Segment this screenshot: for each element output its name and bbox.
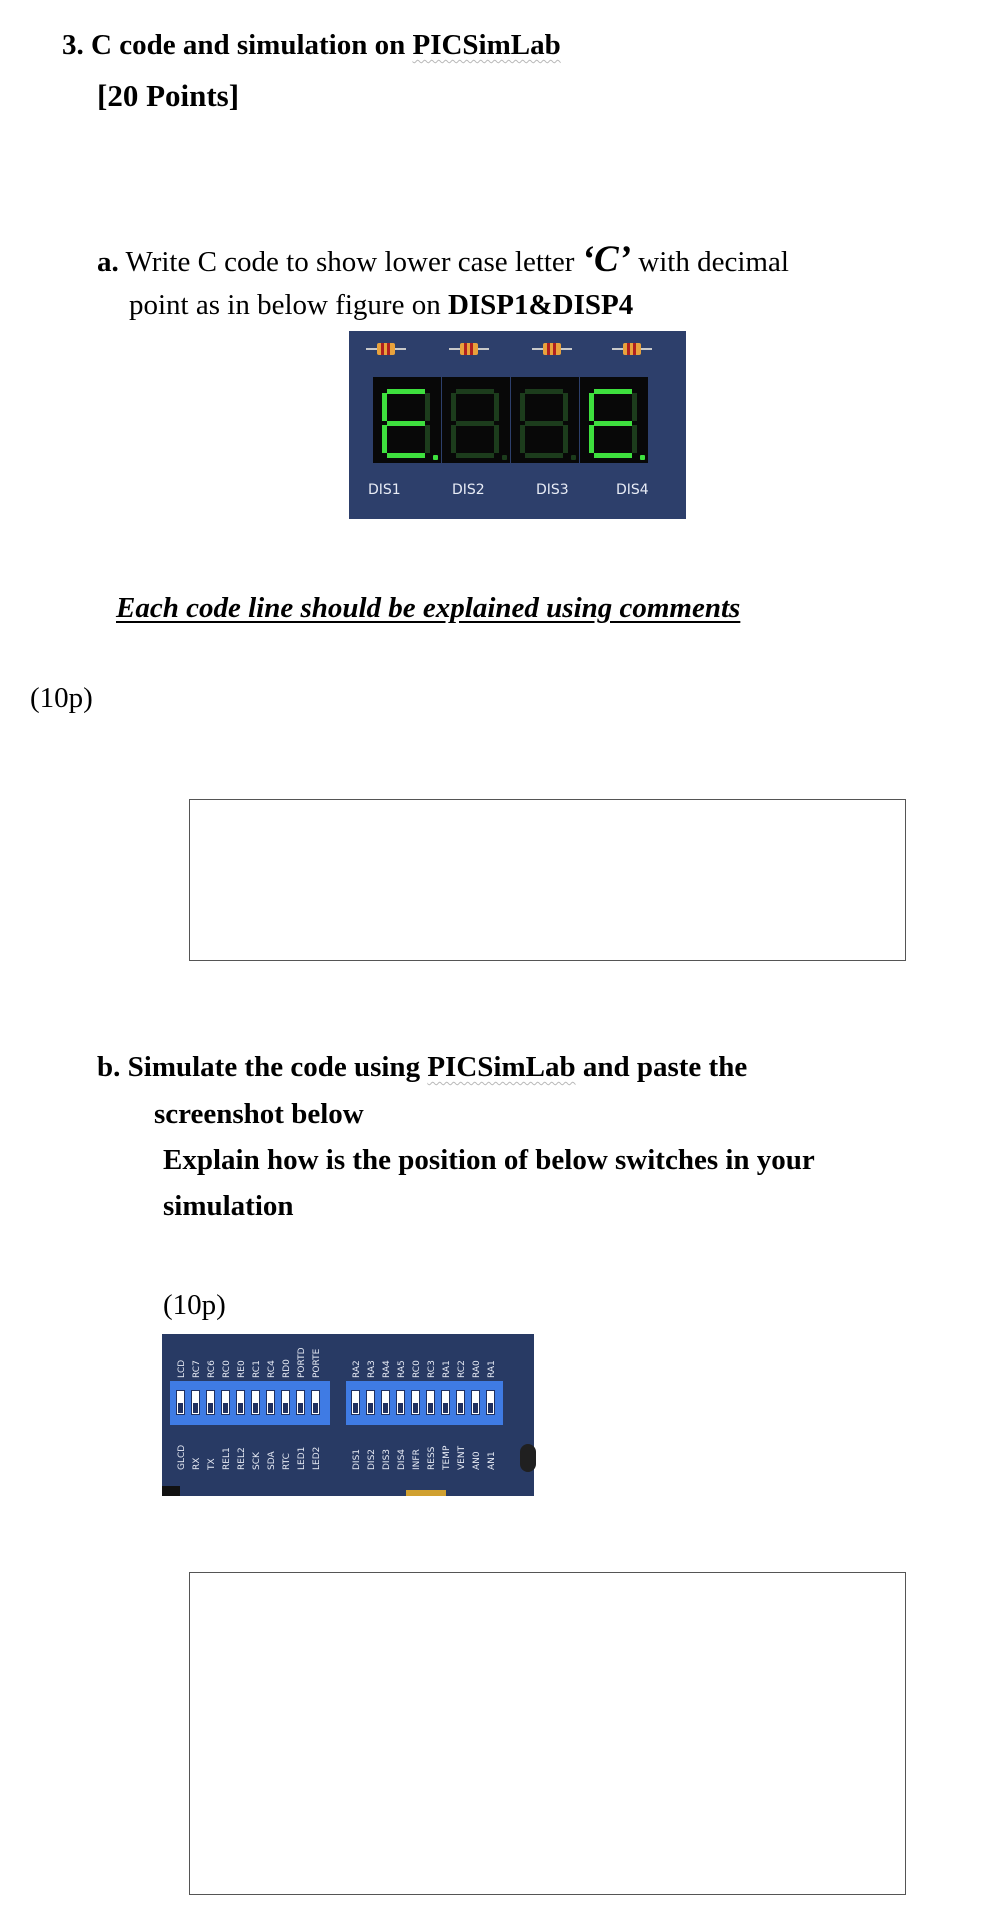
switch-label-bottom: REL1 bbox=[222, 1447, 232, 1470]
segment bbox=[494, 425, 499, 453]
section-heading: 3. C code and simulation on PICSimLab bbox=[62, 29, 561, 61]
segment bbox=[563, 393, 568, 421]
switch-label-top: RE0 bbox=[237, 1360, 247, 1378]
segment bbox=[594, 421, 632, 426]
part-b-line3: Explain how is the position of below switches in your bbox=[163, 1144, 815, 1176]
segment bbox=[387, 453, 425, 458]
switch-label-bottom: RX bbox=[192, 1457, 202, 1470]
segment bbox=[589, 393, 594, 421]
dip-switch[interactable] bbox=[206, 1390, 215, 1415]
dip-switch[interactable] bbox=[351, 1390, 360, 1415]
switch-label-bottom: LED2 bbox=[312, 1446, 322, 1470]
segment bbox=[632, 425, 637, 453]
switch-label-bottom: DIS4 bbox=[397, 1448, 407, 1470]
decimal-point bbox=[640, 455, 645, 460]
switch-label-top: RA2 bbox=[352, 1360, 362, 1378]
part-b-line2: screenshot below bbox=[154, 1098, 364, 1130]
switch-label-bottom: AN1 bbox=[487, 1451, 497, 1470]
segment bbox=[451, 425, 456, 453]
switch-label-top: RA4 bbox=[382, 1360, 392, 1378]
dip-switch[interactable] bbox=[426, 1390, 435, 1415]
dip-switch[interactable] bbox=[411, 1390, 420, 1415]
switch-label-top: RD0 bbox=[282, 1359, 292, 1378]
board-component bbox=[406, 1490, 446, 1496]
switch-label-top: RC1 bbox=[252, 1360, 262, 1378]
switch-label-bottom: SCK bbox=[252, 1452, 262, 1470]
dip-switch[interactable] bbox=[236, 1390, 245, 1415]
switch-label-bottom: LED1 bbox=[297, 1446, 307, 1470]
dip-switch[interactable] bbox=[381, 1390, 390, 1415]
dip-switch[interactable] bbox=[296, 1390, 305, 1415]
dip-switch[interactable] bbox=[311, 1390, 320, 1415]
board-component bbox=[162, 1486, 180, 1496]
seven-segment-figure bbox=[349, 331, 686, 519]
segment bbox=[594, 389, 632, 394]
dip-switch[interactable] bbox=[366, 1390, 375, 1415]
points-a: (10p) bbox=[30, 682, 93, 714]
decimal-point bbox=[502, 455, 507, 460]
decimal-point bbox=[571, 455, 576, 460]
points-total: [20 Points] bbox=[97, 78, 240, 113]
dip-switch[interactable] bbox=[486, 1390, 495, 1415]
quoted-letter: ‘C’ bbox=[581, 239, 632, 280]
display-label: DIS1 bbox=[368, 482, 401, 498]
switch-label-bottom: RTC bbox=[282, 1453, 292, 1470]
dip-switch[interactable] bbox=[266, 1390, 275, 1415]
seven-segment-digit bbox=[511, 377, 579, 463]
dip-switch[interactable] bbox=[441, 1390, 450, 1415]
switch-label-top: PORTD bbox=[297, 1347, 307, 1378]
resistor-icon bbox=[449, 343, 489, 355]
switch-label-top: RC4 bbox=[267, 1360, 277, 1378]
switch-label-bottom: TEMP bbox=[442, 1445, 452, 1470]
segment bbox=[525, 421, 563, 426]
segment bbox=[525, 389, 563, 394]
switch-label-top: LCD bbox=[177, 1359, 187, 1378]
part-a-line2: point as in below figure on DISP1&DISP4 bbox=[129, 289, 634, 321]
segment bbox=[520, 425, 525, 453]
part-b-line4: simulation bbox=[163, 1190, 294, 1222]
display-label: DIS3 bbox=[536, 482, 569, 498]
dip-switch-figure bbox=[162, 1334, 534, 1496]
connector-knob bbox=[520, 1444, 536, 1472]
dip-switch[interactable] bbox=[281, 1390, 290, 1415]
segment bbox=[589, 425, 594, 453]
switch-label-top: RC3 bbox=[427, 1360, 437, 1378]
resistor-icon bbox=[532, 343, 572, 355]
switch-label-top: RA5 bbox=[397, 1360, 407, 1378]
segment bbox=[520, 393, 525, 421]
dip-switch[interactable] bbox=[251, 1390, 260, 1415]
switch-label-bottom: INFR bbox=[412, 1449, 422, 1470]
dip-switch[interactable] bbox=[191, 1390, 200, 1415]
part-b-line1: b. Simulate the code using PICSimLab and paste the bbox=[97, 1051, 748, 1083]
segment bbox=[494, 393, 499, 421]
segment bbox=[382, 425, 387, 453]
display-label: DIS4 bbox=[616, 482, 649, 498]
segment bbox=[456, 421, 494, 426]
seven-segment-digit bbox=[580, 377, 648, 463]
switch-label-top: RA0 bbox=[472, 1360, 482, 1378]
segment bbox=[425, 425, 430, 453]
segment bbox=[456, 453, 494, 458]
app-name: PICSimLab bbox=[412, 29, 561, 61]
switch-label-top: RC0 bbox=[222, 1360, 232, 1378]
switch-label-bottom: TX bbox=[207, 1458, 217, 1470]
switch-label-bottom: SDA bbox=[267, 1451, 277, 1470]
part-a-line1: a. Write C code to show lower case letter ‘C’ with decimal bbox=[97, 239, 789, 280]
segment bbox=[387, 421, 425, 426]
segment bbox=[563, 425, 568, 453]
seven-segment-digit bbox=[442, 377, 510, 463]
points-b: (10p) bbox=[163, 1289, 226, 1321]
switch-label-top: RA1 bbox=[442, 1360, 452, 1378]
comments-note: Each code line should be explained using comments bbox=[116, 592, 741, 624]
segment bbox=[632, 393, 637, 421]
switch-label-top: RA3 bbox=[367, 1360, 377, 1378]
switch-label-bottom: GLCD bbox=[177, 1444, 187, 1470]
seven-segment-digit bbox=[373, 377, 441, 463]
resistor-icon bbox=[612, 343, 652, 355]
decimal-point bbox=[433, 455, 438, 460]
switch-label-bottom: DIS2 bbox=[367, 1448, 377, 1470]
segment bbox=[594, 453, 632, 458]
dip-switch[interactable] bbox=[456, 1390, 465, 1415]
segment bbox=[382, 393, 387, 421]
switch-label-bottom: AN0 bbox=[472, 1451, 482, 1470]
switch-label-top: RC0 bbox=[412, 1360, 422, 1378]
dip-switch[interactable] bbox=[396, 1390, 405, 1415]
switch-label-top: PORTE bbox=[312, 1348, 322, 1378]
dip-switch[interactable] bbox=[176, 1390, 185, 1415]
segment bbox=[525, 453, 563, 458]
switch-label-bottom: DIS3 bbox=[382, 1448, 392, 1470]
resistor-icon bbox=[366, 343, 406, 355]
segment bbox=[456, 389, 494, 394]
segment bbox=[425, 393, 430, 421]
switch-label-top: RC6 bbox=[207, 1360, 217, 1378]
answer-box-code[interactable] bbox=[189, 799, 906, 961]
answer-box-screenshot[interactable] bbox=[189, 1572, 906, 1895]
display-label: DIS2 bbox=[452, 482, 485, 498]
segment bbox=[387, 389, 425, 394]
switch-label-top: RC2 bbox=[457, 1360, 467, 1378]
switch-label-bottom: RESS bbox=[427, 1446, 437, 1470]
dip-switch[interactable] bbox=[221, 1390, 230, 1415]
segment bbox=[451, 393, 456, 421]
app-name: PICSimLab bbox=[427, 1051, 576, 1083]
switch-label-bottom: DIS1 bbox=[352, 1448, 362, 1470]
switch-label-bottom: VENT bbox=[457, 1445, 467, 1470]
dip-switch[interactable] bbox=[471, 1390, 480, 1415]
switch-label-top: RC7 bbox=[192, 1360, 202, 1378]
switch-label-bottom: REL2 bbox=[237, 1447, 247, 1470]
switch-label-top: RA1 bbox=[487, 1360, 497, 1378]
